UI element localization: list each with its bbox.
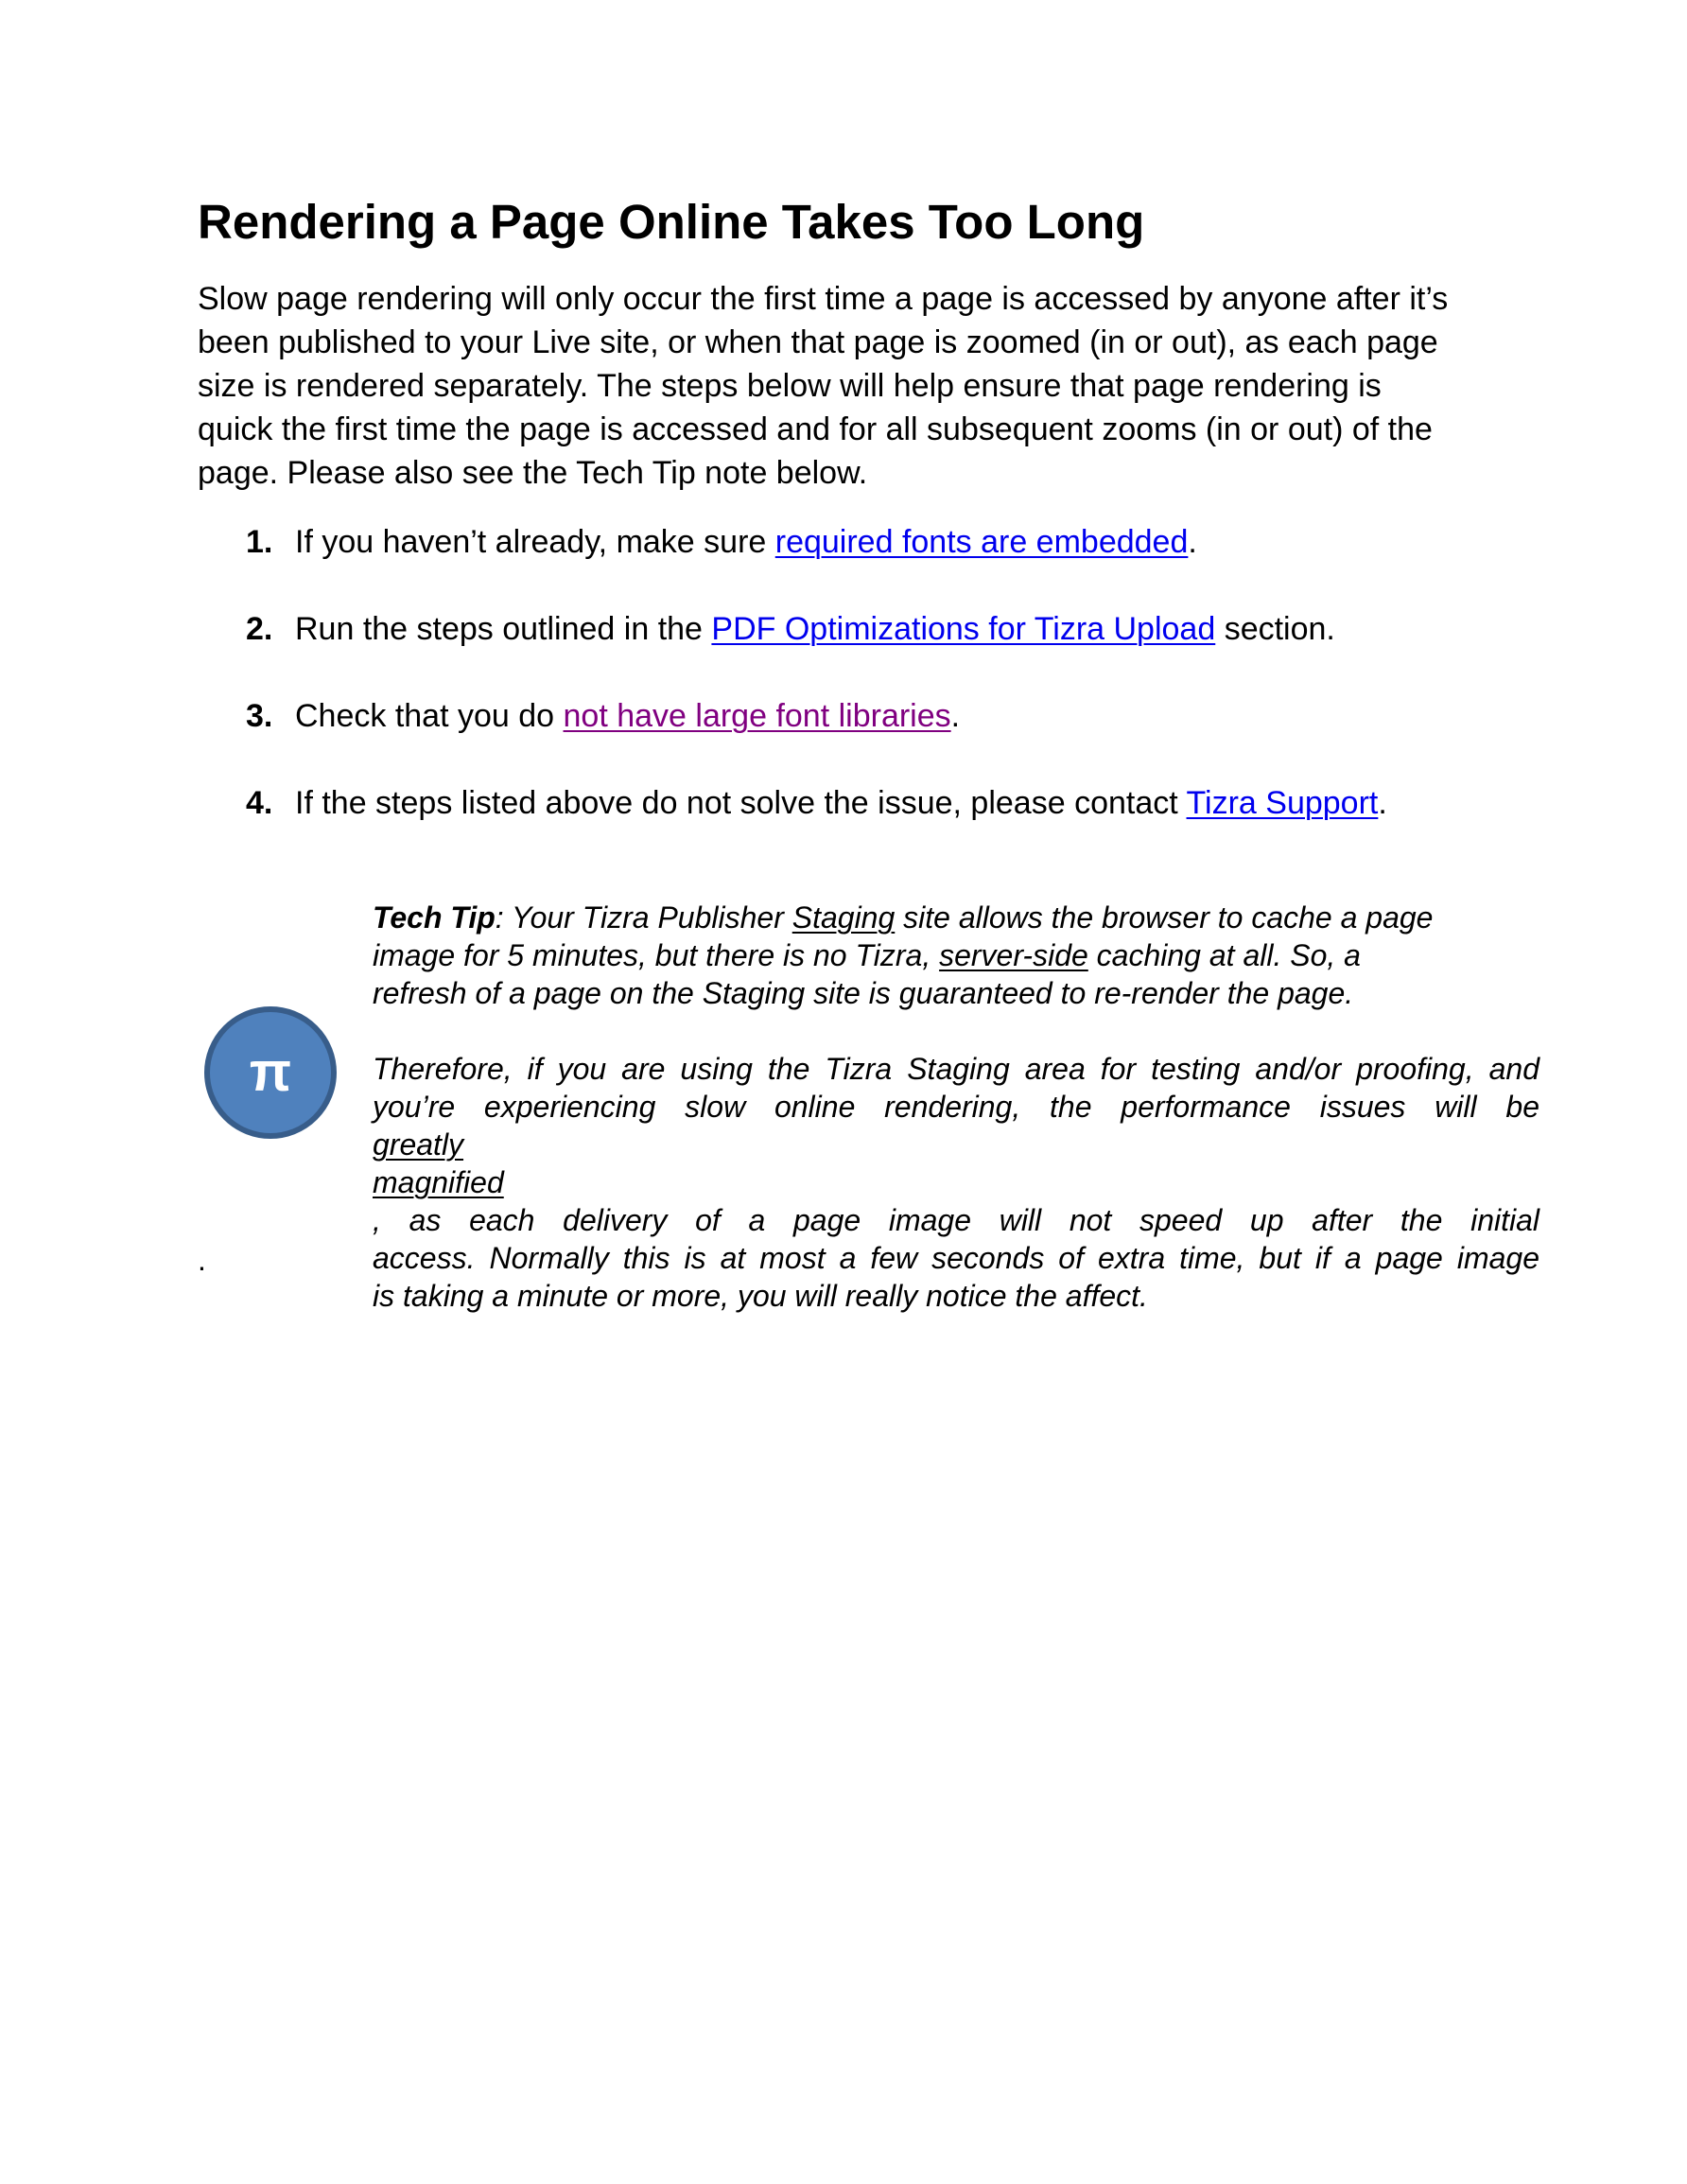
- server-side-term: server-side: [939, 938, 1088, 972]
- tip-line: refresh of a page on the Staging site is guaranteed to re-render the page.: [373, 976, 1354, 1010]
- intro-line: Slow page rendering will only occur the first time a page is accessed by anyone after it’s: [198, 281, 1449, 317]
- pi-glyph: π: [249, 1041, 292, 1103]
- font-libraries-link[interactable]: not have large font libraries: [563, 698, 951, 734]
- step-number: 3.: [246, 698, 273, 734]
- page-title: Rendering a Page Online Takes Too Long: [198, 195, 1145, 249]
- step-text: Run the steps outlined in the PDF Optimizations for Tizra Upload section.: [295, 611, 1335, 647]
- greatly-term: greatly: [373, 1127, 464, 1162]
- intro-line: page. Please also see the Tech Tip note below.: [198, 455, 868, 491]
- tech-tip-label: Tech Tip: [373, 900, 496, 935]
- step-number: 1.: [246, 524, 273, 560]
- intro-line: quick the first time the page is accessed and for all subsequent zooms (in or out) of the: [198, 411, 1433, 447]
- tech-tip-paragraph: [373, 1050, 1539, 1315]
- trailing-mark: .: [198, 1243, 206, 1277]
- tip-line: you’re experiencing slow online rendering, the performance issues will be greatly: [373, 1090, 1539, 1162]
- pdf-optimizations-link[interactable]: PDF Optimizations for Tizra Upload: [711, 611, 1216, 647]
- intro-line: size is rendered separately. The steps below will help ensure that page rendering is: [198, 368, 1382, 404]
- required-fonts-link[interactable]: required fonts are embedded: [774, 524, 1189, 560]
- intro-line: been published to your Live site, or when that page is zoomed (in or out), as each page: [198, 324, 1438, 360]
- tip-line: access. Normally this is at most a few seconds of extra time, but if a page image: [373, 1241, 1539, 1275]
- step-number: 2.: [246, 611, 273, 647]
- tizra-support-link[interactable]: Tizra Support: [1186, 785, 1379, 821]
- tip-line: image for 5 minutes, but there is no Tizra, server-side caching at all. So, a: [373, 938, 1361, 972]
- step-text: If you haven’t already, make sure required fonts are embedded.: [295, 524, 1197, 560]
- tip-line: magnified , as each delivery of a page image will not speed up after the initial: [373, 1165, 1539, 1237]
- tip-line: is taking a minute or more, you will really notice the affect.: [373, 1279, 1148, 1313]
- tech-tip-paragraph: [373, 899, 1539, 1012]
- step-text: Check that you do not have large font libraries.: [295, 698, 961, 734]
- staging-term: Staging: [791, 900, 896, 935]
- intro-paragraph: [198, 277, 1522, 495]
- tech-tip-note: [373, 899, 1539, 1315]
- tip-line: Tech Tip: Your Tizra Publisher Staging site allows the browser to cache a page: [373, 900, 1434, 935]
- tip-line: Therefore, if you are using the Tizra Staging area for testing and/or proofing, and: [373, 1052, 1539, 1086]
- step-text: If the steps listed above do not solve the issue, please contact Tizra Support.: [295, 785, 1387, 821]
- step-number: 4.: [246, 785, 273, 821]
- magnified-term: magnified: [373, 1165, 504, 1199]
- tech-tip-pi-icon: [204, 1006, 337, 1139]
